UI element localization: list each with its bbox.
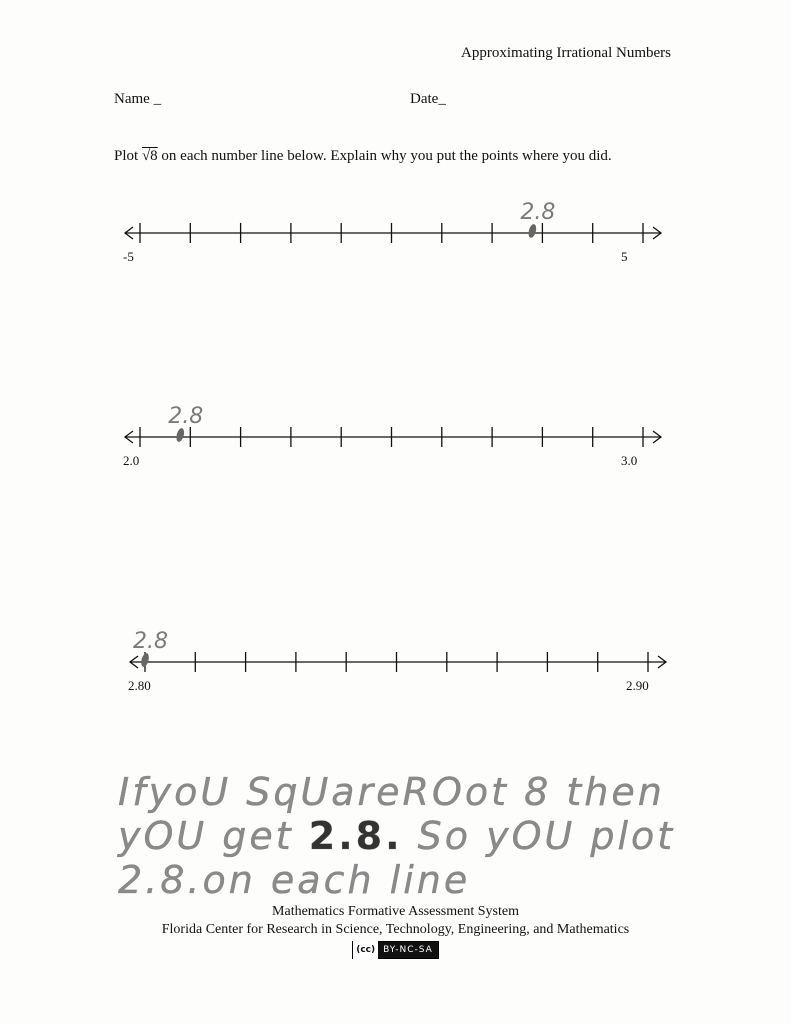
number-line-3 xyxy=(128,629,666,693)
point-annotation: 2.8 xyxy=(133,629,168,654)
cc-symbol: (cc) xyxy=(353,941,378,959)
right-end-label: 2.90 xyxy=(626,678,649,693)
number-line-2 xyxy=(123,404,661,468)
instructions-suffix: on each number line below. Explain why you put the points where you did. xyxy=(157,148,612,164)
date-field-label: Date_ xyxy=(410,91,446,107)
cc-terms: BY-NC-SA xyxy=(378,942,438,958)
plotted-point xyxy=(527,223,537,238)
footer-system-name: Mathematics Formative Assessment System xyxy=(272,904,519,919)
answer-line-2 xyxy=(118,814,768,858)
plotted-point xyxy=(140,652,150,667)
footer-organization: Florida Center for Research in Science, Technology, Engineering, and Mathematics xyxy=(161,922,630,937)
answer-line-1: IfyoU SqUareROot 8 then xyxy=(118,770,665,814)
number-line-1 xyxy=(123,200,661,264)
answer-line-3: 2.8.on each line xyxy=(118,858,471,902)
worksheet-title: Approximating Irrational Numbers xyxy=(461,45,671,61)
handwritten-answer xyxy=(118,770,768,902)
radical-symbol: √8 xyxy=(141,148,158,164)
right-end-label: 5 xyxy=(621,249,628,264)
answer-line-2-end: So yOU plot xyxy=(402,814,676,858)
left-end-label: 2.0 xyxy=(123,453,140,468)
answer-line-2-start: yOU get xyxy=(118,814,309,858)
license-badge xyxy=(0,939,791,959)
instructions-prefix: Plot xyxy=(114,148,142,164)
point-annotation: 2.8 xyxy=(168,404,204,429)
cc-license-icon xyxy=(352,941,439,959)
right-end-label: 3.0 xyxy=(621,453,638,468)
plotted-point xyxy=(175,427,185,442)
name-field-label: Name _ xyxy=(114,91,162,107)
left-end-label: 2.80 xyxy=(128,678,151,693)
footer xyxy=(0,903,791,959)
point-annotation: 2.8 xyxy=(520,200,556,225)
answer-value: 2.8. xyxy=(308,814,403,858)
left-end-label: -5 xyxy=(123,249,134,264)
